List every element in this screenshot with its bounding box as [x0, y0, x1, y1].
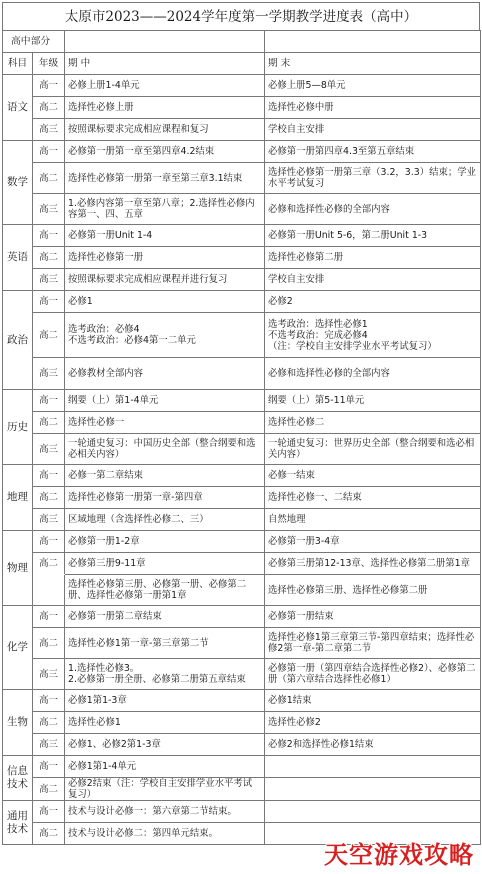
table-row — [3, 575, 481, 606]
grade-cell: 高二 — [33, 823, 65, 845]
final-cell: 必修第一册3-4章 — [265, 531, 481, 553]
table-row — [3, 97, 481, 119]
midterm-cell: 技术与设计必修一：第六章第二节结束。 — [65, 801, 265, 823]
final-cell: 必修上册5—8单元 — [265, 75, 481, 97]
final-cell: 选考政治：选择性必修1 不选考政治：完成必修4 （注：学校自主安排学业水平考试复习） — [265, 313, 481, 358]
midterm-cell: 必修1、必修2第1-3章 — [65, 734, 265, 756]
header-subject: 科目 — [3, 53, 33, 75]
grade-cell: 高二 — [33, 163, 65, 194]
grade-cell: 高三 — [33, 734, 65, 756]
midterm-cell: 区域地理（含选择性必修二、三） — [65, 509, 265, 531]
midterm-cell: 选择性必修第一册第一章-第四章 — [65, 487, 265, 509]
midterm-cell: 选择性必修第一册第一章至第三章3.1结束 — [65, 163, 265, 194]
table-row — [3, 434, 481, 465]
table-row — [3, 358, 481, 390]
subject-cell: 生物 — [3, 690, 33, 756]
grade-cell: 高二 — [33, 97, 65, 119]
grade-cell: 高一 — [33, 465, 65, 487]
grade-cell: 高三 — [33, 434, 65, 465]
watermark-logo: 天空游戏攻略 — [324, 841, 474, 869]
header-mid: 期 中 — [65, 53, 265, 75]
table-row — [3, 194, 481, 225]
table-row — [3, 778, 481, 801]
table-row — [3, 553, 481, 575]
final-cell: 必修第三册第12-13章、选择性必修第二册第1章 — [265, 553, 481, 575]
midterm-cell: 选择性必修1 — [65, 712, 265, 734]
grade-cell: 高一 — [33, 531, 65, 553]
final-cell: 必修1结束 — [265, 690, 481, 712]
subject-cell: 地理 — [3, 465, 33, 531]
final-cell: 选择性必修第三册、选择性必修第二册 — [265, 575, 481, 606]
final-cell — [265, 778, 481, 801]
grade-cell: 高二 — [33, 553, 65, 575]
table-row — [3, 247, 481, 269]
header-final: 期 末 — [265, 53, 481, 75]
table-row — [3, 313, 481, 358]
midterm-cell: 按照课标要求完成相应课程和复习 — [65, 119, 265, 141]
grade-cell: 高二 — [33, 712, 65, 734]
midterm-cell: 选考政治：必修4 不选考政治：必修4第一二单元 — [65, 313, 265, 358]
table-row — [3, 487, 481, 509]
final-cell: 选择性必修第二册 — [265, 247, 481, 269]
final-cell: 必修第一册（第四章结合选择性必修2）、必修第二册（第六章结合选择性必修1） — [265, 659, 481, 690]
table-row — [3, 712, 481, 734]
final-cell: 学校自主安排 — [265, 269, 481, 291]
table-row — [3, 628, 481, 659]
grade-cell: 高一 — [33, 225, 65, 247]
midterm-cell: 按照课标要求完成相应课程并进行复习 — [65, 269, 265, 291]
midterm-cell: 技术与设计必修二：第四单元结束。 — [65, 823, 265, 845]
final-cell: 学校自主安排 — [265, 119, 481, 141]
grade-cell: 高二 — [33, 412, 65, 434]
midterm-cell: 必修2结束（注：学校自主安排学业水平考试复习） — [65, 778, 265, 801]
final-cell: 一轮通史复习：世界历史全部（整合纲要和选必相关内容） — [265, 434, 481, 465]
final-cell: 选择性必修一、二结束 — [265, 487, 481, 509]
grade-cell: 高一 — [33, 801, 65, 823]
table-row — [3, 509, 481, 531]
midterm-cell: 必修第一册Unit 1-4 — [65, 225, 265, 247]
grade-cell: 高二 — [33, 247, 65, 269]
subject-cell: 物理 — [3, 531, 33, 606]
subject-cell: 政治 — [3, 291, 33, 390]
midterm-cell: 必修教材全部内容 — [65, 358, 265, 390]
midterm-cell: 纲要（上）第1-4单元 — [65, 390, 265, 412]
schedule-table — [2, 30, 481, 845]
final-cell: 选择性必修第一册第三章（3.2，3.3）结束；学业水平考试复习 — [265, 163, 481, 194]
document-title: 太原市2023——2024学年度第一学期教学进度表（高中） — [2, 2, 480, 30]
grade-cell: 高三 — [33, 659, 65, 690]
table-row — [3, 606, 481, 628]
midterm-cell: 必修第三册9-11章 — [65, 553, 265, 575]
final-cell: 选择性必修2 — [265, 712, 481, 734]
subject-cell: 数学 — [3, 141, 33, 225]
final-cell: 必修一结束 — [265, 465, 481, 487]
final-cell: 必修和选择性必修的全部内容 — [265, 358, 481, 390]
grade-cell: 高一 — [33, 390, 65, 412]
table-row — [3, 141, 481, 163]
grade-cell: 高三 — [33, 509, 65, 531]
subject-cell: 信息技术 — [3, 756, 33, 801]
grade-cell: 高三 — [33, 119, 65, 141]
final-cell: 选择性必修1第三章第三节-第四章结束；选择性必修2第一章-第二章第二节 — [265, 628, 481, 659]
midterm-cell: 必修1 — [65, 291, 265, 313]
grade-cell: 高一 — [33, 291, 65, 313]
midterm-cell: 选择性必修上册 — [65, 97, 265, 119]
grade-cell: 高一 — [33, 690, 65, 712]
section-row — [3, 31, 481, 53]
grade-cell: 高二 — [33, 487, 65, 509]
schedule-document — [2, 2, 480, 845]
table-row — [3, 412, 481, 434]
subject-cell: 化学 — [3, 606, 33, 690]
section-label: 高中部分 — [3, 31, 65, 53]
grade-cell: 高一 — [33, 756, 65, 778]
grade-cell: 高一 — [33, 75, 65, 97]
section-blank-mid — [65, 31, 265, 53]
final-cell: 必修和选择性必修的全部内容 — [265, 194, 481, 225]
midterm-cell: 选择性必修一 — [65, 412, 265, 434]
midterm-cell: 必修1第1-3章 — [65, 690, 265, 712]
table-row — [3, 659, 481, 690]
final-cell: 纲要（上）第5-11单元 — [265, 390, 481, 412]
midterm-cell: 选择性必修第一册 — [65, 247, 265, 269]
table-row — [3, 225, 481, 247]
grade-cell: 高二 — [33, 628, 65, 659]
grade-cell: 高一 — [33, 141, 65, 163]
grade-cell: 高二 — [33, 313, 65, 358]
table-row — [3, 291, 481, 313]
grade-cell: 高三 — [33, 358, 65, 390]
section-blank-final — [265, 31, 481, 53]
table-row — [3, 119, 481, 141]
table-row — [3, 531, 481, 553]
header-row — [3, 53, 481, 75]
grade-cell — [33, 575, 65, 606]
midterm-cell: 必修第一册第二章结束 — [65, 606, 265, 628]
header-grade: 年级 — [33, 53, 65, 75]
grade-cell: 高一 — [33, 606, 65, 628]
midterm-cell: 必修1第1-4单元 — [65, 756, 265, 778]
final-cell: 必修第一册第四章4.3至第五章结束 — [265, 141, 481, 163]
midterm-cell: 一轮通史复习：中国历史全部（整合纲要和选必相关内容） — [65, 434, 265, 465]
table-row — [3, 269, 481, 291]
table-row — [3, 690, 481, 712]
midterm-cell: 1.选择性必修3。 2.必修第一册全册、必修第二册第五章结束 — [65, 659, 265, 690]
table-row — [3, 465, 481, 487]
grade-cell: 高三 — [33, 194, 65, 225]
final-cell: 必修第一册Unit 5-6，第二册Unit 1-3 — [265, 225, 481, 247]
table-row — [3, 734, 481, 756]
subject-cell: 历史 — [3, 390, 33, 465]
subject-cell: 英语 — [3, 225, 33, 291]
midterm-cell: 1.必修内容第一章至第八章；2.选择性必修内容第一、四、五章 — [65, 194, 265, 225]
final-cell: 选择性必修二 — [265, 412, 481, 434]
final-cell: 自然地理 — [265, 509, 481, 531]
final-cell — [265, 801, 481, 823]
midterm-cell: 必修第一册1-2章 — [65, 531, 265, 553]
grade-cell: 高三 — [33, 269, 65, 291]
final-cell: 必修第一册结束 — [265, 606, 481, 628]
midterm-cell: 必修一第二章结束 — [65, 465, 265, 487]
grade-cell: 高二 — [33, 778, 65, 801]
subject-cell: 通用技术 — [3, 801, 33, 845]
midterm-cell: 选择性必修第三册、必修第一册、必修第二册、选择性必修第一册第1章 — [65, 575, 265, 606]
midterm-cell: 选择性必修1第一章-第三章第二节 — [65, 628, 265, 659]
table-row — [3, 163, 481, 194]
midterm-cell: 必修第一册第一章至第四章4.2结束 — [65, 141, 265, 163]
midterm-cell: 必修上册1-4单元 — [65, 75, 265, 97]
final-cell — [265, 756, 481, 778]
subject-cell: 语文 — [3, 75, 33, 141]
table-row — [3, 390, 481, 412]
final-cell: 必修2 — [265, 291, 481, 313]
final-cell: 必修2和选择性必修1结束 — [265, 734, 481, 756]
final-cell: 选择性必修中册 — [265, 97, 481, 119]
table-row — [3, 801, 481, 823]
table-row — [3, 756, 481, 778]
table-row — [3, 75, 481, 97]
